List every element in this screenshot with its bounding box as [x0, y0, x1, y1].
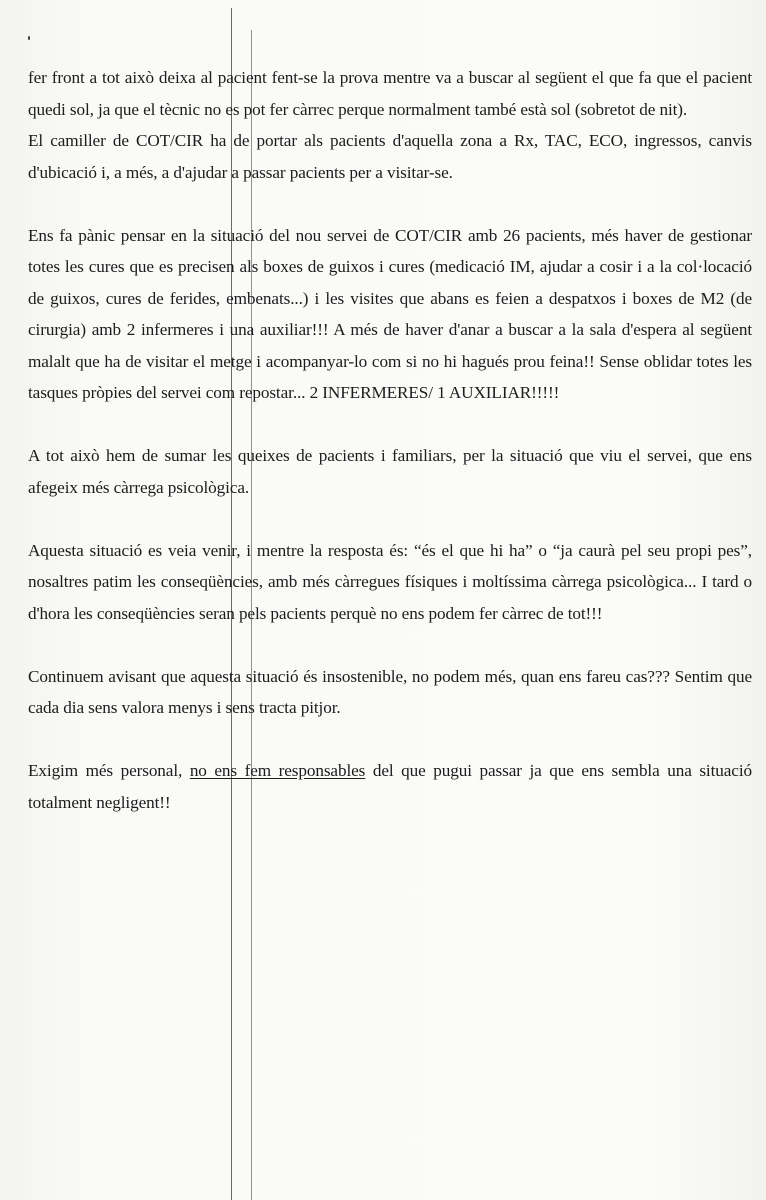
paragraph-gap: [28, 629, 752, 661]
paragraph-gap: [28, 724, 752, 756]
paragraph-gap: [28, 409, 752, 441]
paragraph-gap: [28, 188, 752, 220]
document-body: [28, 62, 752, 818]
paragraph-warning: Continuem avisant que aquesta situació és insostenible, no podem més, quan ens fareu cas??? Sentim que cada dia sens valora menys i sens tracta pitjor.: [28, 666, 752, 717]
demand-text-start: Exigim més personal,: [28, 761, 190, 780]
paragraph-demand: [28, 755, 752, 818]
paragraph-stretcher-bearer: El camiller de COT/CIR ha de portar als pacients d'aquella zona a Rx, TAC, ECO, ingressos, canvis d'ubicació i, a més, a d'ajudar a passar pacients per a visitar-se.: [28, 131, 752, 182]
demand-underlined-text: no ens fem responsables: [189, 761, 366, 780]
paragraph-consequences: Aquesta situació es veia venir, i mentre la resposta és: “és el que hi ha” o “ja caurà pel seu propi pes”, nosaltres patim les conseqüències, amb més càrregues físiques i moltíssima càrrega psicològica... I tard o d'hora les conseqüències seran pels pacients perquè no ens podem fer càrrec de tot!!!: [28, 540, 752, 623]
scan-speck: [28, 36, 30, 40]
paragraph-continuation: fer front a tot això deixa al pacient fent-se la prova mentre va a buscar al següent el que fa que el pacient quedi sol, ja que el tècnic no es pot fer càrrec perque normalment també està sol (sobretot de nit).: [28, 68, 752, 119]
paragraph-new-service: Ens fa pànic pensar en la situació del nou servei de COT/CIR amb 26 pacients, més haver de gestionar totes les cures que es precisen als boxes de guixos i cures (medicació IM, ajudar a cosir i a la col·locació de guixos, cures de ferides, embenats...) i les visites que abans es feien a despatxos i boxes de M2 (de cirurgia) amb 2 infermeres i una auxiliar!!! A més de haver d'anar a buscar a la sala d'espera al següent malalt que ha de visitar el metge i acompanyar-lo com si no hi hagués prou feina!! Sense oblidar totes les tasques pròpies del servei com repostar... 2 INFERMERES/ 1 AUXILIAR!!!!!: [28, 225, 752, 402]
demand-text-end: del que pugui passar ja que ens sembla una situació totalment negligent!!: [28, 761, 753, 812]
paragraph-complaints: A tot això hem de sumar les queixes de pacients i familiars, per la situació que viu el servei, que ens afegeix més càrrega psicològica.: [28, 446, 752, 497]
paragraph-gap: [28, 503, 752, 535]
